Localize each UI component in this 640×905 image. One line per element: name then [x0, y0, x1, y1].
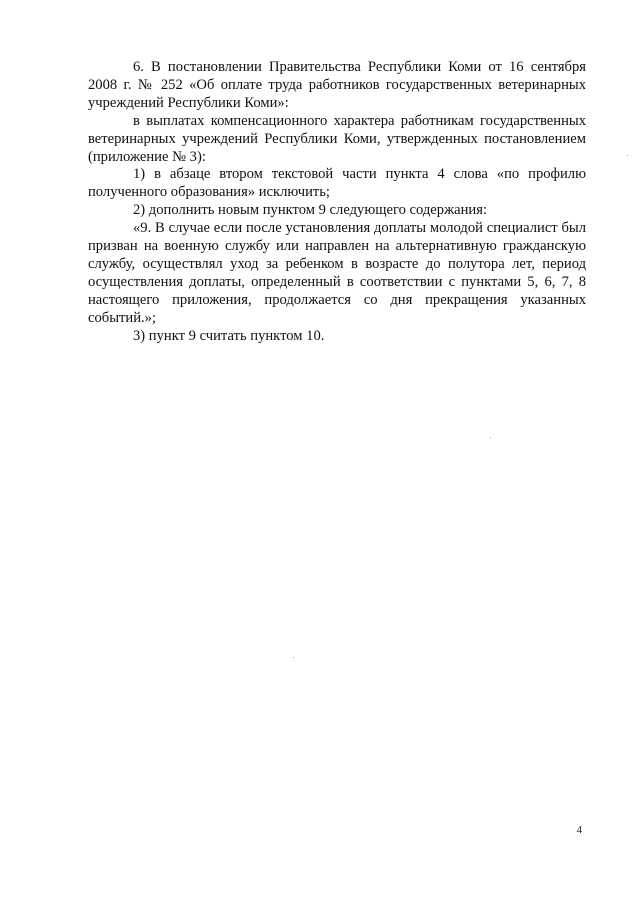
document-body — [88, 59, 586, 346]
scan-speck — [490, 437, 491, 438]
paragraph-subitem-3: 3) пункт 9 считать пунктом 10. — [133, 327, 325, 344]
paragraph-subitem-1: 1) в абзаце втором текстовой части пункта 4 слова «по профилю полученного образования» исключить; — [88, 166, 586, 201]
scan-speck — [627, 155, 628, 156]
scan-speck — [293, 657, 294, 658]
paragraph-subitem-2: 2) дополнить новым пунктом 9 следующего содержания: — [133, 202, 488, 219]
paragraph-item-6: 6. В постановлении Правительства Республики Коми от 16 сентября 2008 г. № 252 «Об оплате труда работников государственных ветеринарных учреждений Республики Коми»: — [88, 59, 586, 111]
paragraph-new-item-9: «9. В случае если после установления доплаты молодой специалист был призван на военную службу или направлен на альтернативную гражданскую службу, осуществлял уход за ребенком в возрасте до полутора лет, период осуществления доплаты, определенный в соответствии с пунктами 5, 6, 7, 8 настоящего приложения, продолжается со дня прекращения указанных событий.»; — [88, 220, 586, 326]
paragraph-compensation-payments: в выплатах компенсационного характера работникам государственных ветеринарных учреждений Республики Коми, утвержденных постановлением (приложение № 3): — [88, 112, 586, 165]
page-number: 4 — [576, 824, 582, 836]
